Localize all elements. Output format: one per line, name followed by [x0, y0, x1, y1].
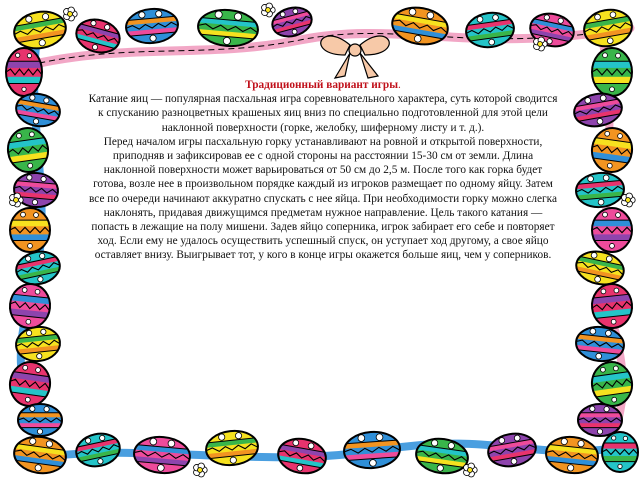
bow-icon — [321, 36, 390, 78]
easter-egg-icon — [602, 432, 638, 472]
flower-icon — [64, 7, 78, 21]
easter-egg-icon — [486, 430, 539, 470]
article-title: Традиционный вариант игры — [245, 79, 399, 91]
flower-icon — [622, 193, 636, 207]
easter-egg-icon — [589, 359, 635, 408]
easter-egg-icon — [6, 48, 42, 96]
easter-egg-icon — [204, 428, 259, 467]
easter-egg-icon — [578, 404, 622, 436]
paragraph-1: Катание яиц — популярная пасхальная игра соревновательного характера, суть которой сводится к спусканию разноцветных крашеных яиц вниз по специально подготовленной для этой цели наклонной поверхности (горке, желобку, шиферному листу и т. д.). — [88, 93, 558, 134]
easter-egg-icon — [343, 430, 401, 470]
easter-egg-icon — [5, 125, 51, 174]
flower-icon — [262, 3, 276, 17]
easter-egg-icon — [389, 3, 450, 48]
easter-egg-icon — [581, 6, 635, 50]
easter-egg-icon — [592, 48, 632, 96]
easter-egg-icon — [10, 208, 50, 252]
easter-egg-icon — [13, 248, 63, 288]
title-period: . — [398, 79, 401, 91]
easter-egg-icon — [275, 435, 328, 477]
easter-egg-icon — [589, 125, 635, 174]
easter-egg-icon — [590, 282, 634, 330]
easter-egg-icon — [7, 359, 53, 408]
easter-egg-icon — [133, 435, 192, 476]
article-text — [86, 78, 560, 263]
easter-egg-icon — [18, 404, 62, 436]
easter-egg-icon — [464, 10, 516, 50]
paragraph-2: Перед началом игры пасхальную горку устанавливают на ровной и открытой поверхности, приподняв и зафиксировав ее с одной стороны на расстоянии 15-30 см от земли. Длина наклонной поверхности может варьироваться от 50 см до 2,5 м. После того как горка будет готова, возле нее в произвольном порядке каждый из игроков размещает по одному яйцу. Затем все по очереди начинают аккуратно спускать с нее яйца. При необходимости горку можно слегка наклонять, придавая движущимся предметам нужное направление. Цель такого катания — попасть в лежащие на полу мишени. Задев яйцо соперника, игрок забирает его себе и повторяет ход. Если ему не удалось осуществить успешный спуск, он уступает ход другому, а свое яйцо оставляет внизу. Выигрывает тот, у кого в конце игры окажется больше яиц, чем у соперников. — [89, 135, 557, 262]
title-line — [86, 78, 560, 92]
flower-icon — [194, 463, 208, 477]
easter-egg-icon — [12, 434, 69, 477]
easter-egg-icon — [197, 7, 260, 48]
flower-icon — [464, 463, 478, 477]
easter-egg-icon — [11, 8, 68, 52]
easter-egg-icon — [592, 208, 632, 252]
easter-egg-icon — [544, 434, 599, 475]
easter-egg-icon — [575, 171, 626, 209]
easter-egg-icon — [573, 247, 627, 288]
easter-egg-icon — [125, 7, 180, 45]
easter-egg-icon — [8, 282, 52, 330]
easter-egg-icon — [73, 430, 123, 470]
